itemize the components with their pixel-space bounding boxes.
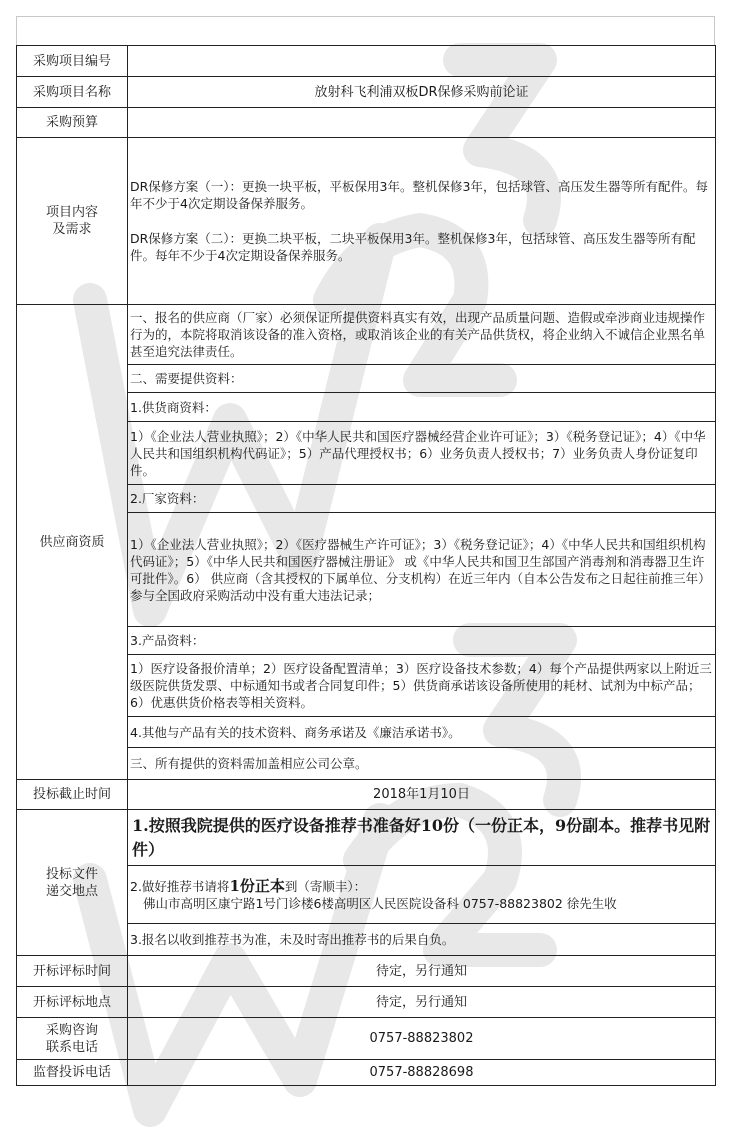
qualification-item: 3.产品资料： bbox=[128, 627, 716, 655]
contact-value: 0757-88823802 bbox=[128, 1018, 716, 1060]
submission-label bbox=[17, 810, 128, 956]
budget-value bbox=[128, 108, 716, 138]
project-no-value bbox=[128, 46, 716, 77]
deadline-label: 投标截止时间 bbox=[17, 780, 128, 810]
project-no-label: 采购项目编号 bbox=[17, 46, 128, 77]
row-project-no bbox=[17, 46, 716, 77]
open-time-value: 待定，另行通知 bbox=[128, 956, 716, 987]
qualification-item: 1）医疗设备报价清单；2）医疗设备配置清单；3）医疗设备技术参数；4）每个产品提供两家以上附近三级医院供货发票、中标通知书或者合同复印件；5）供货商承诺该设备所使用的耗材、试剂为中标产品；6）优惠供货价格表等相关资料。 bbox=[128, 655, 716, 717]
qualification-label: 供应商资质 bbox=[17, 305, 128, 780]
submission-item-2-bold: 1份正本 bbox=[229, 876, 285, 895]
open-place-value: 待定，另行通知 bbox=[128, 987, 716, 1018]
submission-item-2-prefix: 2.做好推荐书请将 bbox=[130, 878, 230, 894]
procurement-table bbox=[16, 45, 716, 1086]
qualification-item: 1.供货商资料： bbox=[128, 393, 716, 422]
submission-label-line1: 投标文件 bbox=[45, 866, 98, 882]
submission-item-2 bbox=[128, 866, 716, 924]
qualification-item: 1）《企业法人营业执照》；2）《中华人民共和国医疗器械经营企业许可证》；3）《税务登记证》；4）《中华人民共和国组织机构代码证》；5）产品代理授权书；6）业务负责人授权书；7）业务负责人身份证复印件。 bbox=[128, 422, 716, 485]
qualification-item: 三、所有提供的资料需加盖相应公司公章。 bbox=[128, 748, 716, 780]
submission-item-1: 1.按照我院提供的医疗设备推荐书准备好10份（一份正本，9份副本。推荐书见附件） bbox=[128, 810, 716, 866]
submission-label-line2: 递交地点 bbox=[45, 883, 98, 899]
content-value bbox=[128, 138, 716, 305]
row-contact bbox=[17, 1018, 716, 1060]
supervision-label: 监督投诉电话 bbox=[17, 1060, 128, 1086]
row-project-name bbox=[17, 77, 716, 108]
contact-label-line2: 联系电话 bbox=[45, 1039, 98, 1055]
procurement-sheet bbox=[16, 16, 715, 1131]
qualification-item: 4.其他与产品有关的技术资料、商务承诺及《廉洁承诺书》。 bbox=[128, 717, 716, 748]
content-label-line2: 及需求 bbox=[52, 222, 92, 237]
project-name-value: 放射科飞利浦双板DR保修采购前论证 bbox=[128, 77, 716, 108]
row-supervision bbox=[17, 1060, 716, 1086]
content-label bbox=[17, 138, 128, 305]
contact-label-line1: 采购咨询 bbox=[45, 1022, 98, 1038]
supervision-value: 0757-88828698 bbox=[128, 1060, 716, 1086]
row-open-place bbox=[17, 987, 716, 1018]
plan-two: DR保修方案（二）：更换二块平板，二块平板保用3年。整机保修3年，包括球管、高压发生器等所有配件。每年不少于4次定期设备保养服务。 bbox=[130, 231, 696, 263]
sheet-top-blank-row bbox=[16, 16, 715, 45]
deadline-value: 2018年1月10日 bbox=[128, 780, 716, 810]
row-budget bbox=[17, 108, 716, 138]
submission-item-3: 3.报名以收到推荐书为准，未及时寄出推荐书的后果自负。 bbox=[128, 924, 716, 956]
qualification-item: 二、需要提供资料： bbox=[128, 365, 716, 393]
open-time-label: 开标评标时间 bbox=[17, 956, 128, 987]
contact-label bbox=[17, 1018, 128, 1060]
open-place-label: 开标评标地点 bbox=[17, 987, 128, 1018]
plan-one: DR保修方案（一）：更换一块平板，平板保用3年。整机保修3年，包括球管、高压发生器等所有配件。每年不少于4次定期设备保养服务。 bbox=[130, 179, 708, 211]
row-content bbox=[17, 138, 716, 305]
qualification-item: 2.厂家资料： bbox=[128, 485, 716, 513]
submission-address: 佛山市高明区康宁路1号门诊楼6楼高明区人民医院设备科 0757-88823802 徐先生收 bbox=[143, 895, 617, 911]
budget-label: 采购预算 bbox=[17, 108, 128, 138]
row-deadline bbox=[17, 780, 716, 810]
row-open-time bbox=[17, 956, 716, 987]
row-qual-1 bbox=[17, 305, 716, 365]
qualification-item: 1）《企业法人营业执照》；2）《医疗器械生产许可证》；3）《税务登记证》；4）《中华人民共和国组织机构代码证》；5）《中华人民共和国医疗器械注册证》 或《中华人民共和国卫生部国产消毒剂和消毒器卫生许可批件》。6） 供应商（含其授权的下属单位、分支机构）在近三年内（自本公告发布之日起往前推三年）参与全国政府采购活动中没有重大违法记录； bbox=[128, 513, 716, 627]
content-label-line1: 项目内容 bbox=[45, 205, 98, 220]
row-submit-1 bbox=[17, 810, 716, 866]
project-name-label: 采购项目名称 bbox=[17, 77, 128, 108]
submission-item-2-suffix: 到（寄顺丰）： bbox=[284, 878, 367, 894]
qualification-item: 一、报名的供应商（厂家）必须保证所提供资料真实有效，出现产品质量问题、造假或牵涉商业违规操作行为的，本院将取消该设备的准入资格，或取消该企业的有关产品供货权，将企业纳入不诚信企业黑名单甚至追究法律责任。 bbox=[128, 305, 716, 365]
